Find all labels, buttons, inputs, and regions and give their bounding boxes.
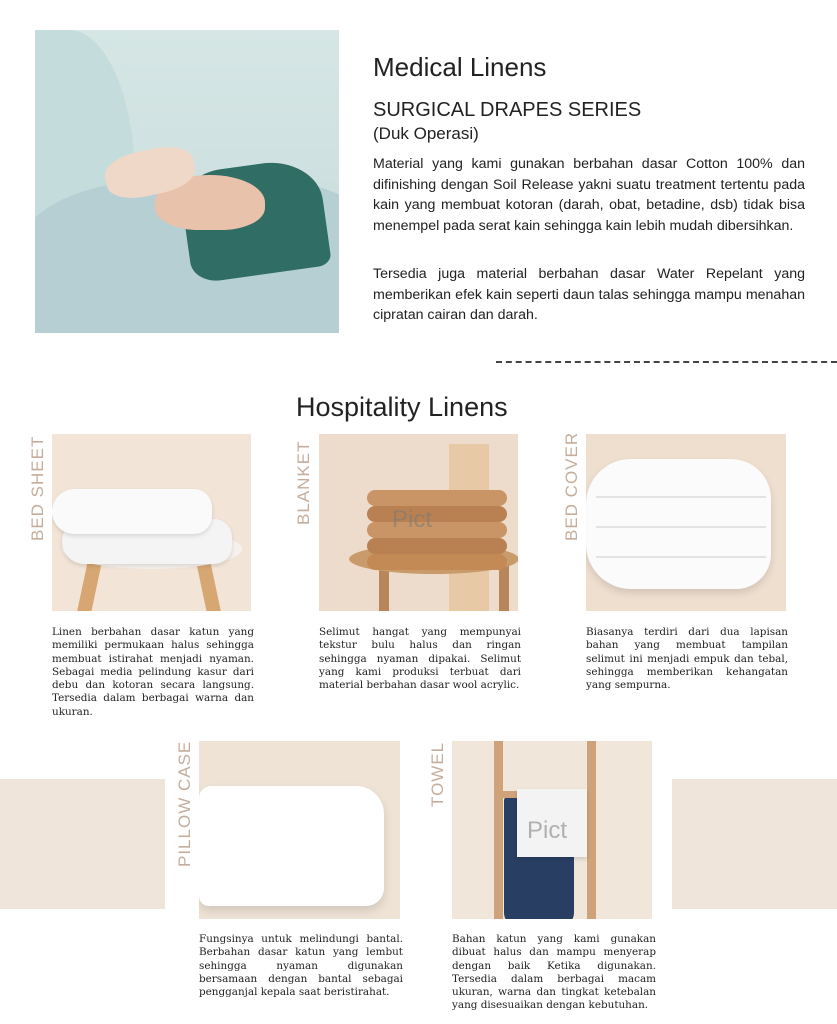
medical-paragraph-1: Material yang kami gunakan berbahan dasar Cotton 100% dan difinishing dengan Soil Release yakni suatu treatment tertentu pada kain yang membuat kotoran (darah, obat, betadine, dsb) tidak bisa menempel pada serat kain sehingga kain lebih mudah dibersihkan.	[373, 156, 805, 234]
towel-photo	[452, 741, 652, 919]
bed-cover-description: Biasanya terdiri dari dua lapisan bahan yang membuat tampilan selimut ini menjadi empuk dan tebal, sehingga memberikan kehangatan yang sempurna.	[586, 626, 788, 692]
bed-sheet-description: Linen berbahan dasar katun yang memiliki permukaan halus sehingga membuat istirahat menjadi nyaman. Sebagai media pelindung kasur dari debu dan kotoran secara langsung. Tersedia dalam berbagai warna dan ukuran.	[52, 626, 254, 718]
towel-description: Bahan katun yang kami gunakan dibuat halus dan mampu menyerap dengan baik Ketika digunakan. Tersedia dalam berbagai macam ukuran, warna dan tingkat ketebalan yang disesuaikan dengan kebutuhan.	[452, 933, 656, 1012]
pillow-case-description: Fungsinya untuk melindungi bantal. Berbahan dasar katun yang lembut sehingga nyaman digunakan bersamaan dengan bantal sebagai pengganjal kepala saat beristirahat.	[199, 933, 403, 999]
blanket-label: BLANKET	[294, 440, 313, 525]
pillow-case-photo	[199, 741, 400, 919]
medical-linens-title: Medical Linens	[373, 52, 547, 82]
decor-band-right	[672, 779, 837, 909]
bed-sheet-label: BED SHEET	[28, 435, 47, 541]
placeholder-watermark: Pict	[392, 506, 433, 533]
medical-paragraph-2: Tersedia juga material berbahan dasar Water Repelant yang memberikan efek kain seperti daun talas sehingga mampu menahan cipratan cairan dan darah.	[373, 266, 805, 323]
decor-band-left	[0, 779, 165, 909]
bed-sheet-photo	[52, 434, 251, 611]
bed-cover-label: BED COVER	[562, 431, 581, 541]
towel-label: TOWEL	[428, 741, 447, 807]
placeholder-watermark: Pict	[527, 817, 568, 844]
surgical-drapes-subtitle: SURGICAL DRAPES SERIES	[373, 99, 642, 121]
hospitality-linens-title: Hospitality Linens	[296, 392, 508, 422]
section-divider	[496, 361, 837, 363]
pillow-case-label: PILLOW CASE	[175, 740, 194, 867]
blanket-description: Selimut hangat yang mempunyai tekstur bulu halus dan ringan sehingga nyaman dipakai. Selimut yang kami produksi terbuat dari material berbahan dasar wool acrylic.	[319, 626, 521, 692]
surgical-drapes-note: (Duk Operasi)	[373, 124, 479, 143]
surgical-drape-photo	[35, 30, 339, 333]
bed-cover-photo	[586, 434, 786, 611]
blanket-photo	[319, 434, 518, 611]
